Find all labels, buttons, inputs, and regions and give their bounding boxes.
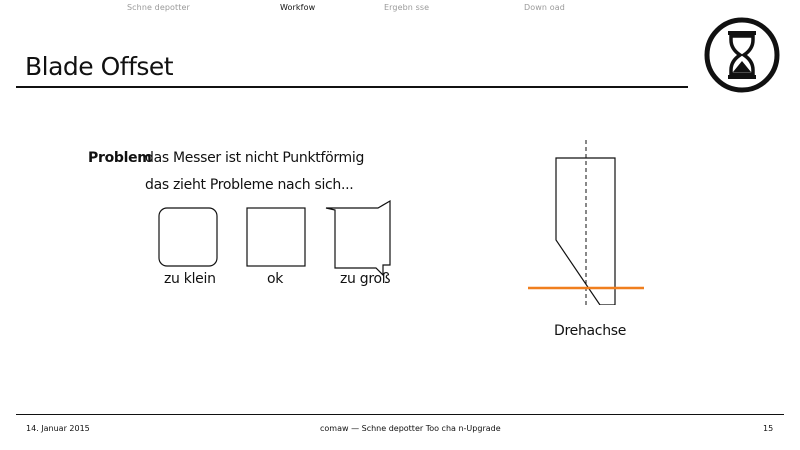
top-nav xyxy=(0,3,800,17)
footer-rule xyxy=(16,414,784,415)
title-rule xyxy=(16,86,688,88)
problem-line-1: das Messer ist nicht Punktförmig xyxy=(145,150,365,166)
shape-ok xyxy=(247,208,305,266)
nav-item-workflow[interactable]: Workfow xyxy=(280,3,316,12)
problem-line-2: das zieht Probleme nach sich... xyxy=(145,177,354,193)
footer-title: comaw — Schne depotter Too cha n-Upgrade xyxy=(320,424,501,433)
shape-label-too-small: zu klein xyxy=(164,271,216,287)
shape-too-large xyxy=(326,201,390,275)
blade-diagram xyxy=(520,140,660,305)
shape-too-small xyxy=(159,208,217,266)
shape-label-too-large: zu groß xyxy=(340,271,391,287)
footer-date: 14. Januar 2015 xyxy=(26,424,90,433)
nav-item-schneideplotter[interactable]: Schne depotter xyxy=(127,3,190,12)
diagram-label-drehachse: Drehachse xyxy=(554,323,627,339)
problem-label: Problem xyxy=(88,150,152,166)
hourglass-logo-icon xyxy=(702,15,782,95)
slide-title: Blade Offset xyxy=(25,52,174,81)
footer-page-number: 15 xyxy=(763,424,774,433)
shape-label-ok: ok xyxy=(267,271,284,287)
nav-item-ergebnisse[interactable]: Ergebn sse xyxy=(384,3,430,12)
nav-item-download[interactable]: Down oad xyxy=(524,3,565,12)
